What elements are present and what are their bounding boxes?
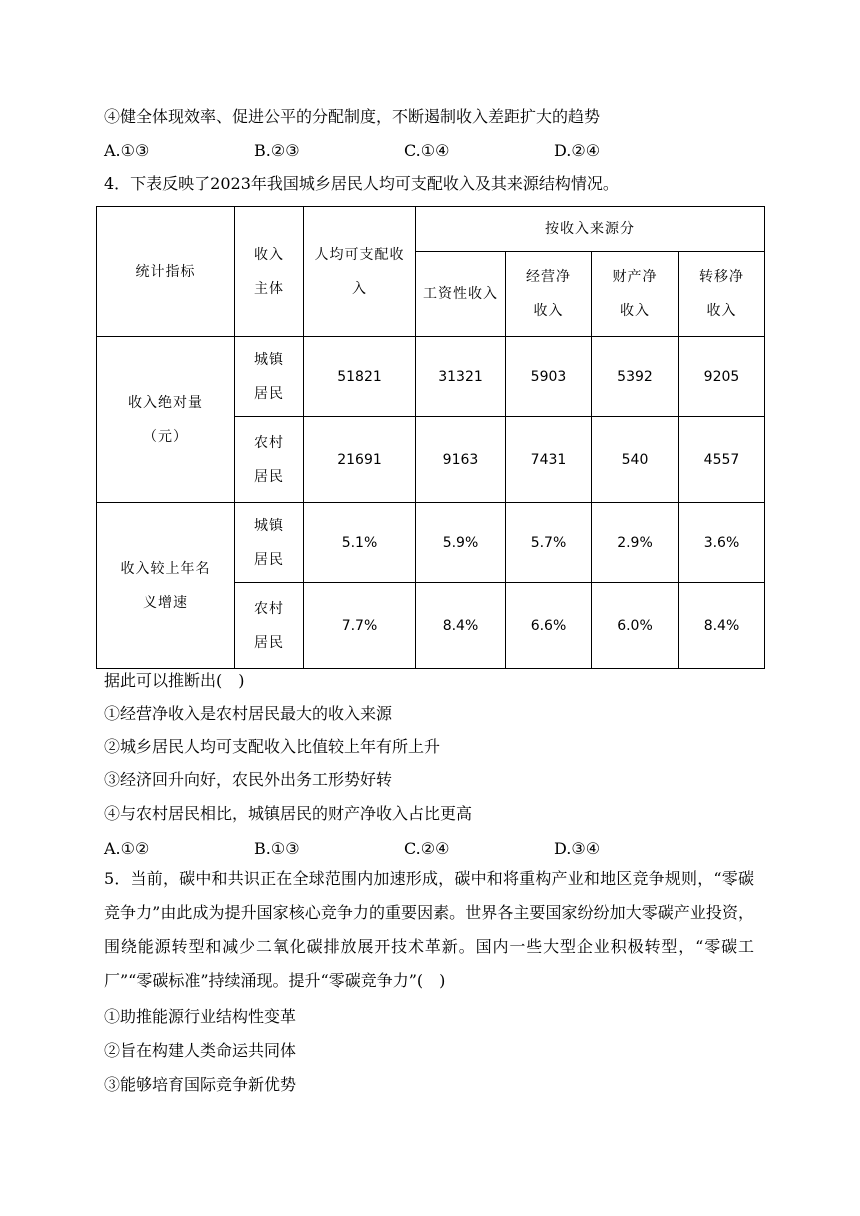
- header-indicator: 统计指标: [97, 207, 235, 337]
- table-cell: 9163: [416, 417, 506, 503]
- q4-choice-b: B.①③: [254, 839, 300, 858]
- table-cell: 2.9%: [592, 503, 679, 583]
- table-cell: 6.0%: [592, 583, 679, 669]
- q4-choice-a: A.①②: [104, 839, 150, 858]
- table-cell: 51821: [304, 337, 416, 417]
- header-per-capita: 人均可支配收入: [304, 207, 416, 337]
- table-cell: 8.4%: [416, 583, 506, 669]
- table-cell: 3.6%: [679, 503, 765, 583]
- table-cell: 9205: [679, 337, 765, 417]
- q3-choice-d: D.②④: [554, 141, 601, 160]
- group-growth: 收入较上年名义增速: [97, 503, 235, 669]
- table-cell: 31321: [416, 337, 506, 417]
- q4-item-3: ③经济回升向好，农民外出务工形势好转: [104, 770, 393, 789]
- q5-stem: 5．当前，碳中和共识正在全球范围内加速形成，碳中和将重构产业和地区竞争规则，“零碳竞争力”由此成为提升国家核心竞争力的重要因素。世界各主要国家纷纷加大零碳产业投资，围绕能源转型和减少二氧化碳排放展开技术革新。国内一些大型企业积极转型，“零碳工厂”“零碳标准”持续涌现。提升“零碳竞争力”( ): [104, 869, 754, 990]
- table-cell: 5.7%: [506, 503, 592, 583]
- q5-item-2: ②旨在构建人类命运共同体: [104, 1041, 297, 1060]
- q4-item-2: ②城乡居民人均可支配收入比值较上年有所上升: [104, 737, 441, 756]
- table-cell: 4557: [679, 417, 765, 503]
- q3-choice-b: B.②③: [254, 141, 300, 160]
- q3-option-4: ④健全体现效率、促进公平的分配制度，不断遏制收入差距扩大的趋势: [104, 107, 601, 126]
- q3-choice-a: A.①③: [104, 141, 150, 160]
- table-cell: 6.6%: [506, 583, 592, 669]
- q3-choice-c: C.①④: [404, 141, 450, 160]
- subject-urban: 城镇居民: [235, 503, 304, 583]
- table-cell: 5392: [592, 337, 679, 417]
- income-table: [96, 206, 765, 669]
- table-cell: 8.4%: [679, 583, 765, 669]
- table-cell: 540: [592, 417, 679, 503]
- header-transfer: 转移净收入: [679, 252, 765, 337]
- table-cell: 5.1%: [304, 503, 416, 583]
- subject-rural: 农村居民: [235, 583, 304, 669]
- table-cell: 5903: [506, 337, 592, 417]
- table-cell: 5.9%: [416, 503, 506, 583]
- q5-item-1: ①助推能源行业结构性变革: [104, 1007, 297, 1026]
- subject-urban: 城镇居民: [235, 337, 304, 417]
- header-property: 财产净收入: [592, 252, 679, 337]
- table-cell: 21691: [304, 417, 416, 503]
- header-wage: 工资性收入: [416, 252, 506, 337]
- q4-item-1: ①经营净收入是农村居民最大的收入来源: [104, 704, 393, 723]
- q4-stem: 4．下表反映了2023年我国城乡居民人均可支配收入及其来源结构情况。: [104, 174, 619, 193]
- q4-item-4: ④与农村居民相比，城镇居民的财产净收入占比更高: [104, 804, 473, 823]
- group-absolute: 收入绝对量（元）: [97, 337, 235, 503]
- header-by-source: 按收入来源分: [416, 207, 765, 252]
- header-subject: 收入主体: [235, 207, 304, 337]
- q5-item-3: ③能够培育国际竞争新优势: [104, 1075, 297, 1094]
- table-cell: 7431: [506, 417, 592, 503]
- subject-rural: 农村居民: [235, 417, 304, 503]
- q4-choice-d: D.③④: [554, 839, 601, 858]
- q4-infer-prompt: 据此可以推断出( ): [104, 671, 245, 690]
- header-business: 经营净收入: [506, 252, 592, 337]
- q4-choice-c: C.②④: [404, 839, 450, 858]
- table-cell: 7.7%: [304, 583, 416, 669]
